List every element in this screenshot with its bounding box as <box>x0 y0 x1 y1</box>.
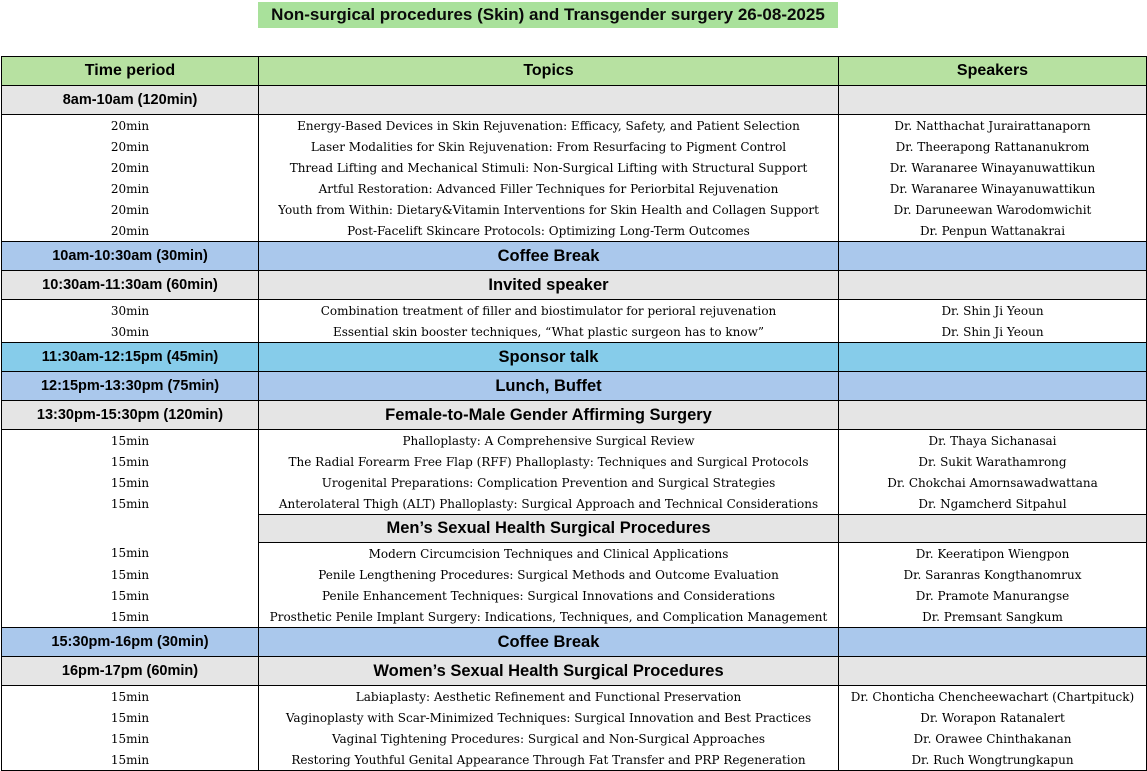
table-row <box>2 585 1147 606</box>
time-cell: 15min <box>2 430 259 452</box>
table-row <box>2 564 1147 585</box>
topic-cell: Women’s Sexual Health Surgical Procedures <box>259 657 839 686</box>
speaker-cell <box>839 242 1147 271</box>
time-cell: 15min <box>2 686 259 708</box>
speaker-cell: Dr. Theerapong Rattananukrom <box>839 136 1147 157</box>
time-cell: 15min <box>2 749 259 771</box>
time-cell: 15min <box>2 472 259 493</box>
time-cell: 15min <box>2 707 259 728</box>
topic-cell: Combination treatment of filler and biostimulator for perioral rejuvenation <box>259 300 839 322</box>
section-row <box>2 401 1147 430</box>
topic-cell: Penile Enhancement Techniques: Surgical Innovations and Considerations <box>259 585 839 606</box>
topic-cell: Urogenital Preparations: Complication Prevention and Surgical Strategies <box>259 472 839 493</box>
time-cell: 15min <box>2 606 259 628</box>
topic-cell: Men’s Sexual Health Surgical Procedures <box>259 515 839 543</box>
speaker-cell: Dr. Penpun Wattanakrai <box>839 220 1147 242</box>
schedule-table <box>1 56 1147 771</box>
speaker-cell: Dr. Ngamcherd Sitpahul <box>839 493 1147 515</box>
speaker-cell: Dr. Saranras Kongthanomrux <box>839 564 1147 585</box>
section-row <box>2 372 1147 401</box>
section-row <box>2 628 1147 657</box>
speaker-cell <box>839 515 1147 543</box>
table-row <box>2 451 1147 472</box>
speaker-cell: Dr. Orawee Chinthakanan <box>839 728 1147 749</box>
speaker-cell: Dr. Natthachat Jurairattanaporn <box>839 115 1147 137</box>
topic-cell: Vaginal Tightening Procedures: Surgical and Non-Surgical Approaches <box>259 728 839 749</box>
speaker-cell <box>839 343 1147 372</box>
speaker-cell: Dr. Pramote Manurangse <box>839 585 1147 606</box>
topic-cell: Phalloplasty: A Comprehensive Surgical Review <box>259 430 839 452</box>
table-row <box>2 199 1147 220</box>
topic-cell: Coffee Break <box>259 628 839 657</box>
time-cell: 20min <box>2 157 259 178</box>
time-cell: 15min <box>2 728 259 749</box>
topic-cell: The Radial Forearm Free Flap (RFF) Phalloplasty: Techniques and Surgical Protocols <box>259 451 839 472</box>
topic-cell: Energy-Based Devices in Skin Rejuvenation: Efficacy, Safety, and Patient Selection <box>259 115 839 137</box>
table-row <box>2 136 1147 157</box>
table-row <box>2 115 1147 137</box>
section-row <box>2 86 1147 115</box>
speaker-cell: Dr. Ruch Wongtrungkapun <box>839 749 1147 771</box>
time-cell: 20min <box>2 220 259 242</box>
time-cell: 30min <box>2 300 259 322</box>
table-row <box>2 728 1147 749</box>
time-cell: 15min <box>2 493 259 515</box>
time-cell: 12:15pm-13:30pm (75min) <box>2 372 259 401</box>
section-row <box>2 242 1147 271</box>
time-cell: 20min <box>2 136 259 157</box>
speaker-cell: Dr. Worapon Ratanalert <box>839 707 1147 728</box>
table-row <box>2 220 1147 242</box>
time-cell: 10:30am-11:30am (60min) <box>2 271 259 300</box>
header-speakers: Speakers <box>839 57 1147 86</box>
time-cell: 16pm-17pm (60min) <box>2 657 259 686</box>
time-cell: 15min <box>2 451 259 472</box>
header-time-period: Time period <box>2 57 259 86</box>
table-row <box>2 606 1147 628</box>
speaker-cell: Dr. Daruneewan Warodomwichit <box>839 199 1147 220</box>
header-topics: Topics <box>259 57 839 86</box>
time-cell: 15min <box>2 564 259 585</box>
topic-cell: Artful Restoration: Advanced Filler Techniques for Periorbital Rejuvenation <box>259 178 839 199</box>
time-cell: 20min <box>2 178 259 199</box>
topic-cell: Invited speaker <box>259 271 839 300</box>
time-cell: 15min <box>2 585 259 606</box>
speaker-cell: Dr. Keeratipon Wiengpon <box>839 543 1147 565</box>
topic-cell: Laser Modalities for Skin Rejuvenation: From Resurfacing to Pigment Control <box>259 136 839 157</box>
topic-cell: Penile Lengthening Procedures: Surgical Methods and Outcome Evaluation <box>259 564 839 585</box>
table-header-row <box>2 57 1147 86</box>
topic-cell: Thread Lifting and Mechanical Stimuli: Non-Surgical Lifting with Structural Support <box>259 157 839 178</box>
time-cell: 11:30am-12:15pm (45min) <box>2 343 259 372</box>
speaker-cell: Dr. Chokchai Amornsawadwattana <box>839 472 1147 493</box>
table-row <box>2 178 1147 199</box>
speaker-cell <box>839 401 1147 430</box>
speaker-cell: Dr. Sukit Warathamrong <box>839 451 1147 472</box>
speaker-cell: Dr. Chonticha Chencheewachart (Chartpituck) <box>839 686 1147 708</box>
topic-cell: Coffee Break <box>259 242 839 271</box>
table-row <box>2 472 1147 493</box>
table-row <box>2 430 1147 452</box>
speaker-cell: Dr. Premsant Sangkum <box>839 606 1147 628</box>
section-row <box>2 343 1147 372</box>
time-cell: 20min <box>2 199 259 220</box>
speaker-cell: Dr. Thaya Sichanasai <box>839 430 1147 452</box>
topic-cell: Labiaplasty: Aesthetic Refinement and Functional Preservation <box>259 686 839 708</box>
topic-cell: Restoring Youthful Genital Appearance Through Fat Transfer and PRP Regeneration <box>259 749 839 771</box>
table-row <box>2 686 1147 708</box>
table-row <box>2 300 1147 322</box>
topic-cell: Female-to-Male Gender Affirming Surgery <box>259 401 839 430</box>
speaker-cell <box>839 86 1147 115</box>
topic-cell: Prosthetic Penile Implant Surgery: Indications, Techniques, and Complication Management <box>259 606 839 628</box>
subsection-row <box>2 515 1147 543</box>
table-row <box>2 321 1147 343</box>
time-cell <box>2 515 259 543</box>
time-cell: 15min <box>2 543 259 565</box>
speaker-cell: Dr. Shin Ji Yeoun <box>839 300 1147 322</box>
table-row <box>2 749 1147 771</box>
speaker-cell <box>839 628 1147 657</box>
speaker-cell: Dr. Waranaree Winayanuwattikun <box>839 178 1147 199</box>
topic-cell: Essential skin booster techniques, “What plastic surgeon has to know” <box>259 321 839 343</box>
topic-cell: Sponsor talk <box>259 343 839 372</box>
topic-cell: Post-Facelift Skincare Protocols: Optimizing Long-Term Outcomes <box>259 220 839 242</box>
table-row <box>2 543 1147 565</box>
topic-cell: Lunch, Buffet <box>259 372 839 401</box>
table-row <box>2 493 1147 515</box>
page-title: Non-surgical procedures (Skin) and Transgender surgery 26-08-2025 <box>258 2 838 28</box>
topic-cell <box>259 86 839 115</box>
topic-cell: Vaginoplasty with Scar-Minimized Techniques: Surgical Innovation and Best Practices <box>259 707 839 728</box>
section-row <box>2 271 1147 300</box>
table-row <box>2 157 1147 178</box>
table-row <box>2 707 1147 728</box>
time-cell: 20min <box>2 115 259 137</box>
time-cell: 13:30pm-15:30pm (120min) <box>2 401 259 430</box>
topic-cell: Youth from Within: Dietary&Vitamin Interventions for Skin Health and Collagen Support <box>259 199 839 220</box>
speaker-cell <box>839 372 1147 401</box>
speaker-cell: Dr. Waranaree Winayanuwattikun <box>839 157 1147 178</box>
time-cell: 30min <box>2 321 259 343</box>
speaker-cell: Dr. Shin Ji Yeoun <box>839 321 1147 343</box>
section-row <box>2 657 1147 686</box>
time-cell: 15:30pm-16pm (30min) <box>2 628 259 657</box>
topic-cell: Modern Circumcision Techniques and Clinical Applications <box>259 543 839 565</box>
time-cell: 10am-10:30am (30min) <box>2 242 259 271</box>
topic-cell: Anterolateral Thigh (ALT) Phalloplasty: Surgical Approach and Technical Considerations <box>259 493 839 515</box>
time-cell: 8am-10am (120min) <box>2 86 259 115</box>
speaker-cell <box>839 271 1147 300</box>
speaker-cell <box>839 657 1147 686</box>
